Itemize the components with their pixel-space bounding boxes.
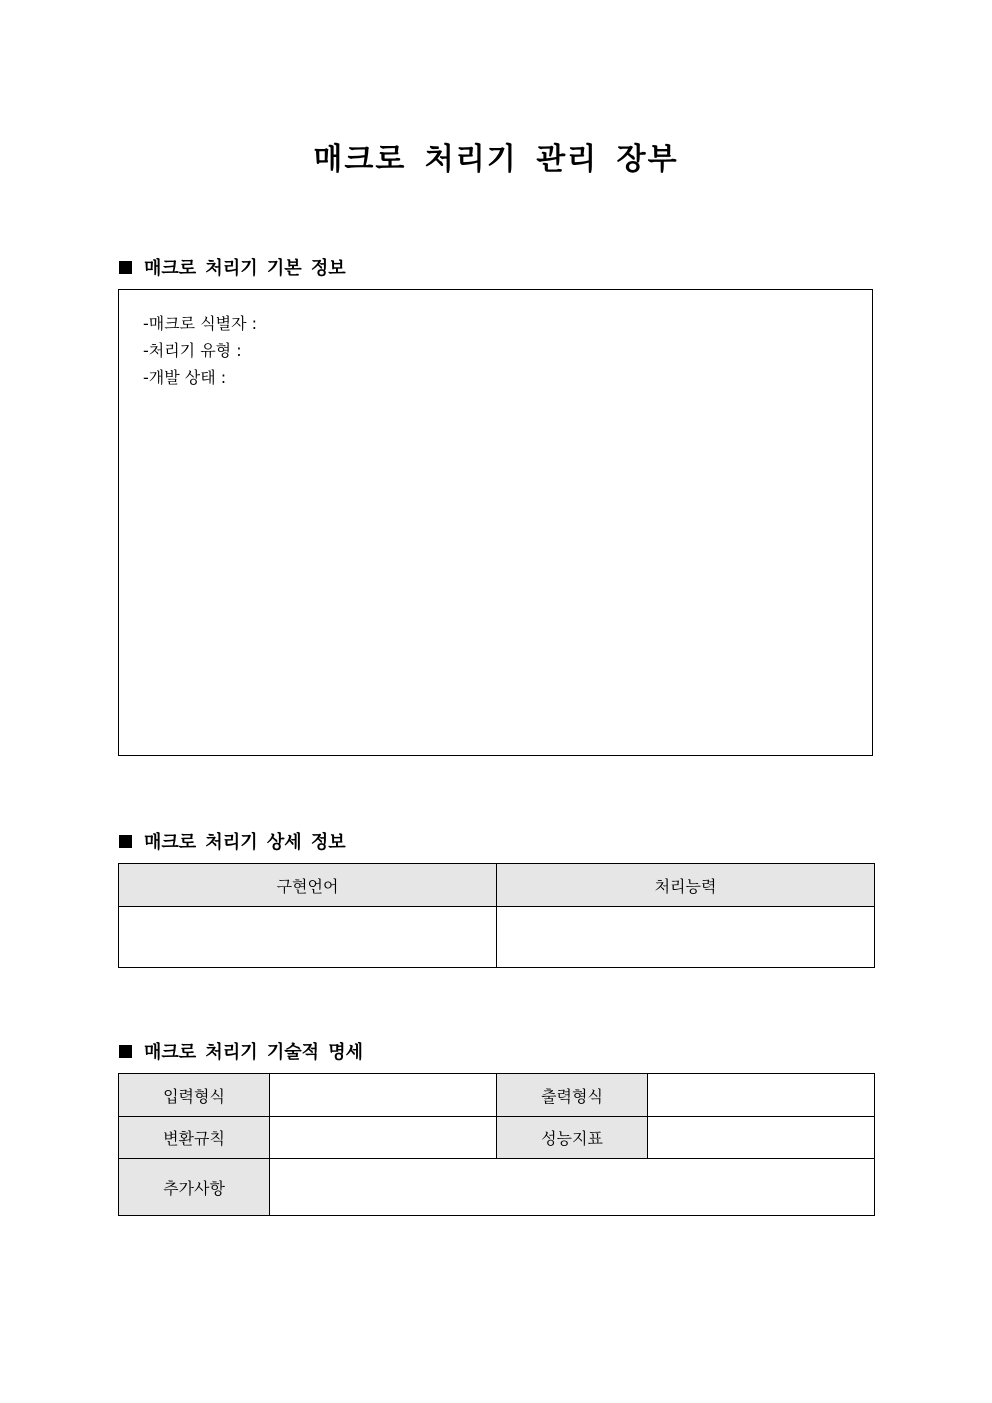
- processing-capability-cell[interactable]: [497, 907, 875, 968]
- input-format-label: 입력형식: [119, 1074, 270, 1117]
- basic-info-box[interactable]: [118, 289, 873, 756]
- page-title: 매크로 처리기 관리 장부: [313, 142, 679, 177]
- development-status-line: -개발 상태 :: [143, 368, 227, 387]
- square-bullet-icon: [119, 1045, 132, 1058]
- performance-metric-label: 성능지표: [497, 1117, 648, 1159]
- output-format-label: 출력형식: [497, 1074, 648, 1117]
- section-heading-detail: [119, 828, 346, 854]
- section-heading-basic: [119, 254, 346, 280]
- square-bullet-icon: [119, 835, 132, 848]
- output-format-cell[interactable]: [648, 1074, 875, 1117]
- additional-notes-cell[interactable]: [270, 1159, 875, 1216]
- section-heading-detail-label: 매크로 처리기 상세 정보: [144, 832, 346, 853]
- section-heading-basic-label: 매크로 처리기 기본 정보: [144, 258, 346, 279]
- macro-identifier-line: -매크로 식별자 :: [143, 314, 258, 333]
- section-heading-tech: [119, 1038, 363, 1064]
- performance-metric-cell[interactable]: [648, 1117, 875, 1159]
- input-format-cell[interactable]: [270, 1074, 497, 1117]
- section-heading-tech-label: 매크로 처리기 기술적 명세: [144, 1042, 364, 1063]
- square-bullet-icon: [119, 261, 132, 274]
- column-header-implementation-language: 구현언어: [119, 864, 497, 907]
- implementation-language-cell[interactable]: [119, 907, 497, 968]
- processor-type-line: -처리기 유형 :: [143, 341, 242, 360]
- column-header-processing-capability: 처리능력: [497, 864, 875, 907]
- conversion-rule-label: 변환규칙: [119, 1117, 270, 1159]
- additional-notes-label: 추가사항: [119, 1159, 270, 1216]
- conversion-rule-cell[interactable]: [270, 1117, 497, 1159]
- detail-info-table: [118, 863, 875, 968]
- tech-spec-table: [118, 1073, 875, 1216]
